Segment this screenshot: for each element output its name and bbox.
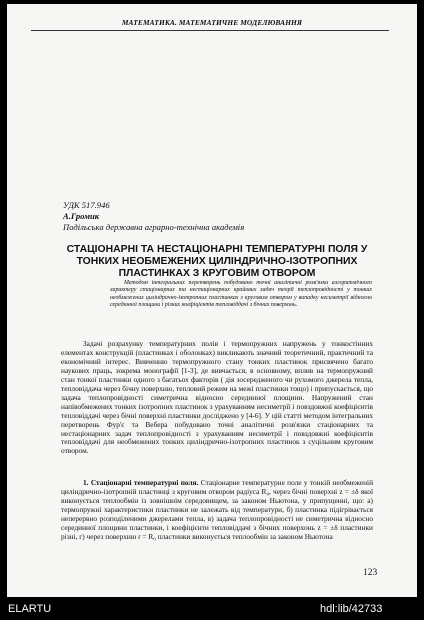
author-name: А.Громик [63, 211, 100, 221]
section-1-text: Стаціонарне температурне поле у тонкій необмеженій циліндрично-ізотропній пластинці з круговим отвором радіуса R₀, через бічні поверхні z = ±δ якої виконується теплообмін із зовнішнім середовищем, за законом Ньютона, у припущенні, що: а) термопружні характеристики пластинки не залежать від температури, б) пластинка підігрівається неперервно розподіленими джерелами тепла, в) задача теплопровідності не симетрична відносно серединної площини пластинки, і коефіцієнти тепловіддачі з бічних поверхонь z = ±δ пластинки різні, г) через поверхню r = R₀ пластинки виконується теплообмін за законом Ньютона [61, 478, 374, 541]
abstract-text: Методом інтегральних перетворень побудовано точні аналітичні розв'язки алгоритмічного характеру стаціонарних та нестаціонарних крайових задач теорії теплопровідності у тонких необмежених циліндрично-ізотропних пластинках з круговим отвором у випадку несиметрії відносно серединної площини і різних коефіцієнтів тепловіддачі з бічних поверхонь. [110, 280, 372, 309]
header-divider [31, 30, 389, 31]
footer-handle: hdl:lib/42733 [320, 603, 383, 615]
page-number: 123 [363, 568, 378, 578]
section-1-paragraph [61, 479, 373, 542]
document-page [7, 4, 417, 597]
article-title: СТАЦІОНАРНІ ТА НЕСТАЦІОНАРНІ ТЕМПЕРАТУРНІ ПОЛЯ У ТОНКИХ НЕОБМЕЖЕНИХ ЦИЛІНДРИЧНО-ІЗОТРОПНИХ ПЛАСТИНКАХ З КРУГОВИМ ОТВОРОМ [66, 244, 368, 279]
udc-code: УДК 517.946 [63, 200, 110, 210]
section-heading: 1. Стаціонарні температурні поля. [83, 478, 199, 487]
footer-repository-label: ELARTU [8, 603, 52, 615]
intro-paragraph [61, 340, 373, 456]
author-affiliation: Подільська державна аграрно-технічна академія [63, 222, 245, 232]
running-header: МАТЕМАТИКА. МАТЕМАТИЧНЕ МОДЕЛЮВАННЯ [121, 18, 303, 27]
intro-text: Задачі розрахунку температурних полів і термопружних напружень у тонкостінних елементах конструкцій (пластинках і оболонках) викликають значний теоретичний, практичний та економічний інтерес. Вивченню термопружного стану тонких пластинок присвячено багато наукових праць, зокрема монографії [1-3], де вивчається, в основному, вплив на термопружний стан тонкої пластинки одного з багатьох факторів ( дія зосередженого чи рухомого джерела тепла, тепловіддача через бічну поверхню, тепловий режим на межі пластинки тощо) і припускається, що задача теплопровідності симетрична відносно серединної площини. Напружений стан напівобмежених тонких ізотропних пластинок з урахуванням несиметрії і повздовжні коефіцієнтів тепловіддачі через бічні поверхні пластинки досліджено у [4-6]. У цій статті методом інтегральних перетворень Фур'є та Вебера побудовано точні аналітичні розв'язки стаціонарних та нестаціонарних задач теплопровідності з урахуванням несиметрії і повздовжні коефіцієнтів тепловіддачі для необмежених тонких циліндрично-ізотропних пластинок з суцільним круговим отвором. [61, 339, 373, 456]
abstract [110, 280, 372, 310]
